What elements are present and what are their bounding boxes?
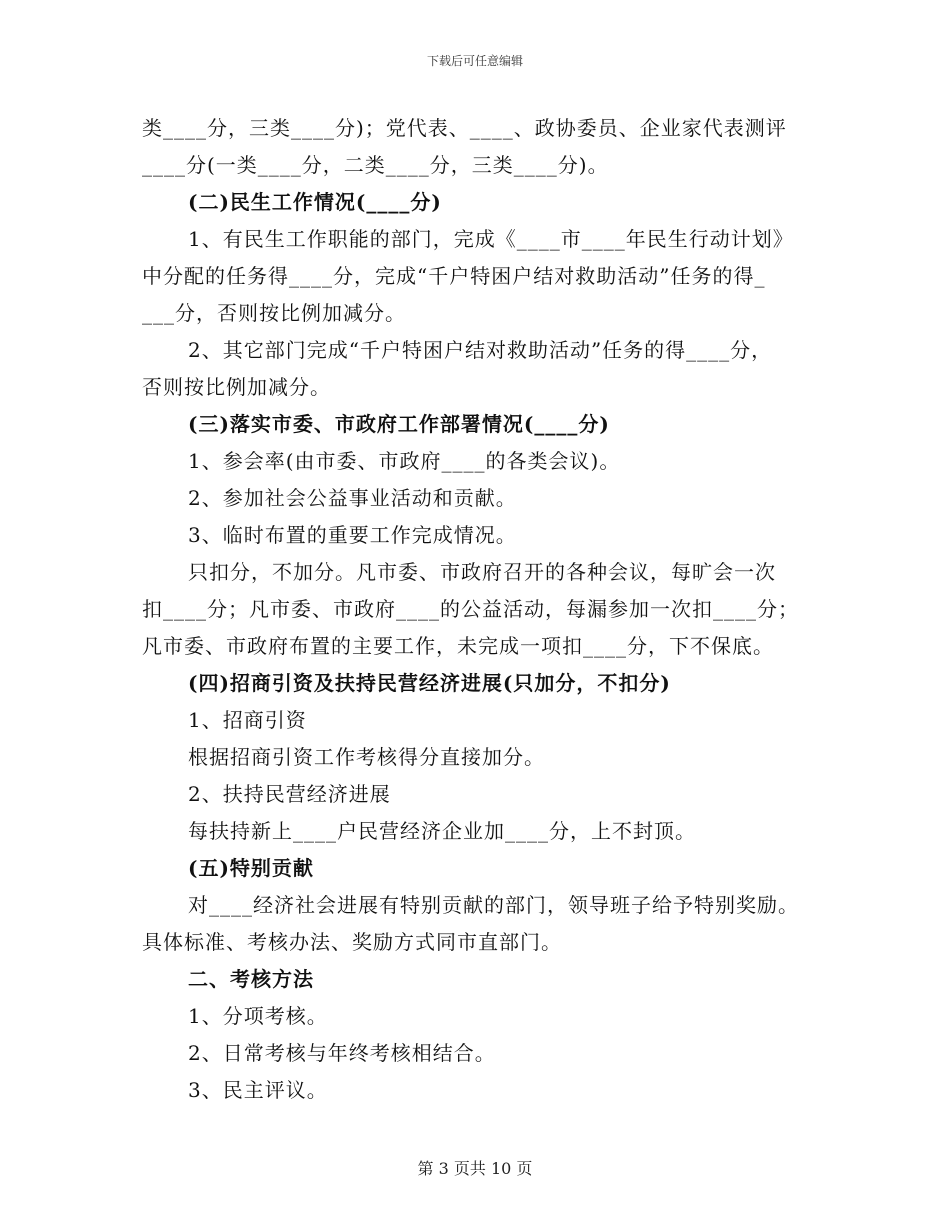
text-line: 中分配的任务得____分，完成“千户特困户结对救助活动”任务的得_: [142, 264, 766, 288]
text-line: 对____经济社会进展有特别贡献的部门，领导班子给予特别奖励。: [188, 893, 799, 917]
section-heading: 二、考核方法: [188, 967, 314, 991]
section-heading: (五)特别贡献: [188, 856, 314, 880]
text-line: 2、日常考核与年终考核相结合。: [188, 1041, 496, 1065]
text-line: 1、参会率(由市委、市政府____的各类会议)。: [188, 449, 621, 473]
text-line: 根据招商引资工作考核得分直接加分。: [188, 745, 545, 769]
document-body: [142, 110, 807, 1109]
text-line: 凡市委、市政府布置的主要工作，未完成一项扣____分，下不保底。: [142, 634, 774, 658]
text-line: 1、有民生工作职能的部门，完成《____市____年民生行动计划》: [188, 227, 794, 251]
text-line: 具体标准、考核办法、奖励方式同市直部门。: [142, 930, 562, 954]
text-line: 只扣分，不加分。凡市委、市政府召开的各种会议，每旷会一次: [188, 560, 776, 584]
text-line: 否则按比例加减分。: [142, 375, 331, 399]
section-heading: (二)民生工作情况(____分): [188, 190, 442, 214]
text-line: ____分(一类____分，二类____分，三类____分)。: [142, 153, 609, 177]
page-header: 下载后可任意编辑: [426, 54, 523, 68]
text-line: 3、民主评议。: [188, 1078, 328, 1102]
text-line: 1、招商引资: [188, 708, 307, 732]
section-heading: (三)落实市委、市政府工作部署情况(____分): [188, 412, 610, 436]
text-line: 2、扶持民营经济进展: [188, 782, 391, 806]
section-heading: (四)招商引资及扶持民营经济进展(只加分，不扣分): [188, 671, 671, 695]
text-line: ___分，否则按比例加减分。: [142, 301, 406, 325]
text-line: 2、其它部门完成“千户特困户结对救助活动”任务的得____分，: [188, 338, 773, 362]
text-line: 2、参加社会公益事业活动和贡献。: [188, 486, 517, 510]
text-line: 类____分，三类____分)；党代表、____、政协委员、企业家代表测评: [142, 116, 787, 140]
text-line: 3、临时布置的重要工作完成情况。: [188, 523, 517, 547]
text-line: 每扶持新上____户民营经济企业加____分，上不封顶。: [188, 819, 696, 843]
page-footer: 第 3 页共 10 页: [417, 1159, 533, 1178]
text-line: 扣____分；凡市委、市政府____的公益活动，每漏参加一次扣____分；: [142, 597, 799, 621]
text-line: 1、分项考核。: [188, 1004, 328, 1028]
